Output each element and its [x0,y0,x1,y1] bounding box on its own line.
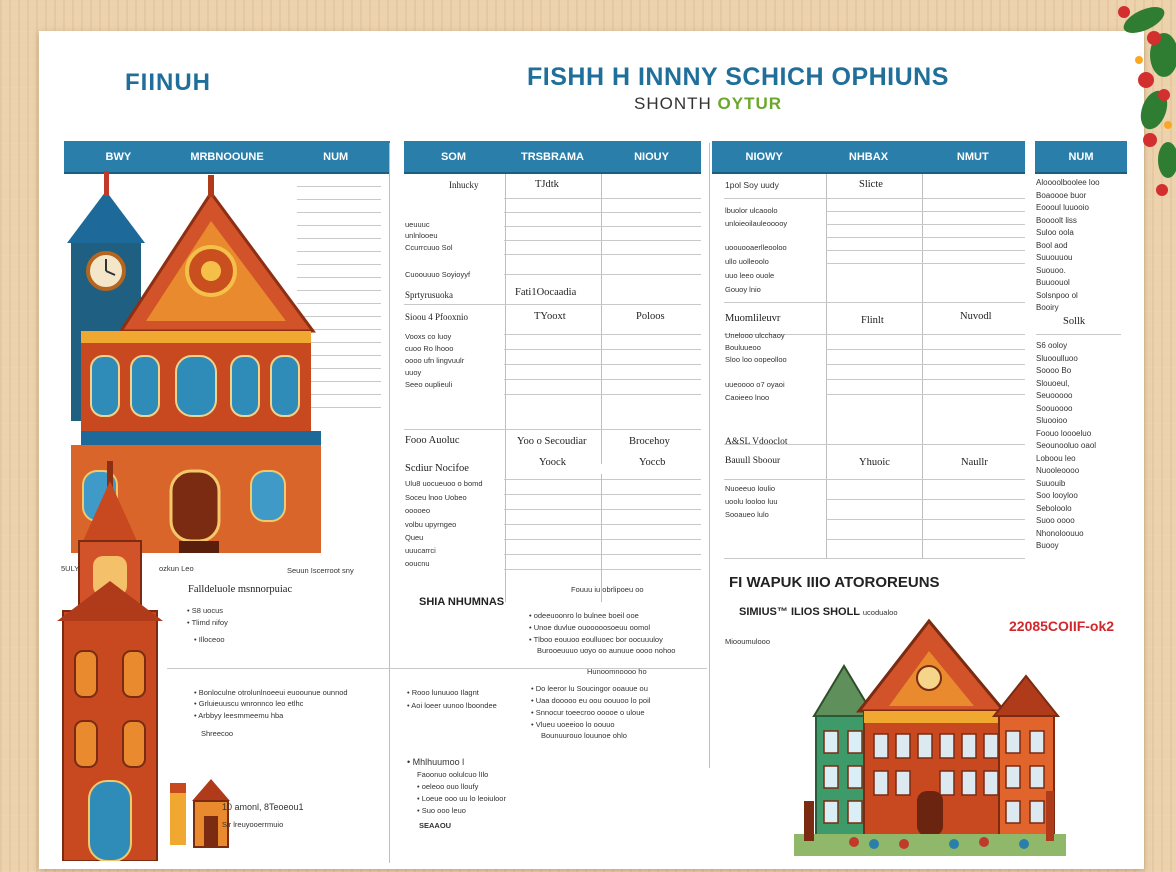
panel4-line: Soooo Bo [1036,366,1072,375]
panel1-caption-left2: ozkun Leo [159,564,194,573]
panel2-section-title: SHIA NHUMNAS [419,596,505,608]
panel4-line: Seounooluo oaol [1036,441,1097,450]
panel4-line: Booiry [1036,303,1059,312]
panel2-list-item: Faoonuo oolulcuo lIlo [417,770,489,779]
panel2-cell: Yoccb [639,457,666,468]
panel2-lower-right: • Snnocur toeecroo ooooe o uloue [531,708,645,717]
panel3-cell: Yhuoic [859,457,890,468]
panel4-line: Bool aod [1036,240,1068,250]
panel2-cell: Brocehoy [629,436,670,447]
panel3-line: Caoieeo lnoo [725,393,770,402]
panel2-cell: Poloos [636,311,665,322]
panel2-line: volbu upyrngeo [405,520,457,529]
page-title: FISHH H INNNY SCHICH OPHIUNS [527,63,949,91]
panel4-line: Suuouuou [1036,253,1073,262]
panel2-list-item: • oeleoo ouo lloufy [417,782,479,791]
panel2-line: Seeo ouplieuli [405,380,453,389]
panel2-line: Queu [405,533,424,542]
holly-decoration-icon [1084,0,1176,210]
panel4-line: Sluooulluoo [1036,353,1078,363]
panel2-cell: Fati1Oocaadia [515,287,577,298]
subtitle-accent: OYTUR [717,94,783,113]
panel2-line: ooucnu [405,559,430,568]
panel2-list-head: • Mhlhuumoo l [407,757,465,767]
panel3-cell: Flinlt [861,315,884,326]
panel1-footer-title: 10 amonl, 8Teoeou1 [222,802,304,812]
brand-logo-text: FIINUH [125,69,211,96]
panel4-line: Seuooooo [1036,391,1073,400]
panel4-line: Suuouib [1036,478,1066,488]
panel2-line: Vooxs co luoy [405,332,452,341]
panel3-line: Sloo loo oopeolloo [725,355,787,364]
panel1-section-item: • Tlimd nifoy [187,618,228,627]
subtitle-dark: SHONTH [634,94,712,113]
panel3-line: ullo uolleoolo [725,257,769,266]
panel1-bottom-item: • Bonloculne otrolunlnoeeui euoounue ounnod [194,688,348,697]
panel2-grid [404,174,701,604]
panel2-header-col3: NIOUY [634,150,669,163]
panel2-line: Ulu8 uocueuoo o bomd [405,479,483,488]
panel3-header [712,141,1025,174]
panel4-line: Buooy [1036,541,1059,550]
panel3-cell: Naullr [961,457,988,468]
panel4-line: Nhonoloouuo [1036,528,1084,538]
panel1-header-col3: NUM [323,150,349,163]
panel2-lower-right: • Vlueu uoeeioo lo oouuo [531,720,615,729]
divider [1036,334,1121,335]
panel2-line: Cuoouuuo Soyioyyf [405,270,471,279]
panel2-line: ooooeo [405,506,431,515]
panel4-line: Slouoeul, [1036,378,1070,388]
panel2-cell: Yoo o Secoudiar [517,436,587,447]
panel2-cell: Sioou 4 Pfooxnio [405,312,469,322]
house-illustration-icon [794,606,1066,856]
clock-tower-icon [53,461,168,861]
panel2-cell: TJdtk [535,179,559,190]
panel4-line: Sluooioo [1036,416,1068,425]
panel2-lower-left: • Rooo lunuuoo Ilagnt [407,688,479,697]
panel2-cell: Inhucky [449,180,479,190]
panel4-line: Buuoouol [1036,278,1070,287]
panel2-cell: Yoock [539,457,566,468]
panel4-line: Boooolt liss [1036,215,1077,225]
panel1-header-col2: MRBNOOUNE [190,150,264,163]
panel2-lower-right: • Uaa dooooo eu oou oouuoo lo poil [531,696,651,705]
panel2-cell: Scdiur Nocifoe [405,463,469,474]
panel2-line: unlnlooeu [405,231,438,240]
panel2-cell: Sprtyrusuoka [405,290,453,300]
panel2-lower-right: Bounuurouo louunoe ohlo [541,731,627,740]
worksheet-page [39,31,1144,869]
divider-vertical [389,143,390,863]
date-stamp: 22085COIIF-ok2 [1009,618,1115,634]
panel1-caption-right: Seuun Iscerroot sny [287,566,354,575]
panel2-list-tail: SEAAOU [419,821,452,830]
panel4-header-col1: NUM [1068,150,1094,163]
panel4-line: Loboou leo [1036,453,1076,463]
panel1-footer-sub: Sir lreuyooerrmuio [222,820,284,829]
panel4-line: Foouo loooeluo [1036,428,1092,438]
panel2-note: • Tlboo eouuoo eoulluoec bor oocuuuloy [529,635,663,644]
panel2-list-item: • Loeue ooo uu lo leoiuloor [417,794,506,803]
panel4-section-title: Sollk [1063,316,1086,327]
panel2-lower-left: • Aoi loeer uunoo lboondee [407,701,497,710]
panel1-header-col1: BWY [105,150,132,163]
panel2-line: uuoy [405,368,422,377]
panel4-line: Suouoo. [1036,265,1066,275]
panel2-note-head: Fouuu iu obrlipoeu oo [571,585,644,594]
panel3-line: lbuolor ulcaoolo [725,206,778,215]
panel3-cell: Nuvodl [960,311,992,322]
panel3-cell: Muomlileuvr [725,313,781,324]
panel3-line: Nuoeeuo loulio [725,484,776,493]
panel4-line: Solsnpoo ol [1036,290,1078,300]
panel2-cell: TYooxt [534,311,566,322]
panel3-line: uueoooo o7 oyaoi [725,380,785,389]
panel4-line: Aloooolboolee loo [1036,178,1100,187]
panel1-section-title: Falldeluole msnnorpuiac [188,584,293,595]
panel1-bottom-item: • Grluieuuscu wnronnco leo etlhc [194,699,304,708]
panel4-line: Boaoooe buor [1036,190,1087,200]
panel2-line: Soceu lnoo Uobeo [405,493,467,502]
panel2-lower-right: • Do leeror lu Soucingor ooauue ou [531,684,648,693]
panel3-cell: 1pol Soy uudy [725,180,779,190]
panel1-caption-left: 5ULY [61,564,80,573]
panel1-header [64,141,390,174]
panel3-line: uoouooaerlleooloo [725,243,787,252]
panel3-line: Bouluueoo [725,343,761,352]
panel2-header-col1: SOM [440,150,467,163]
rightside-heading: FI WAPUK IIIO ATOROREUNS [729,574,940,591]
panel3-line: Gouoy lnio [725,285,761,294]
panel1-bottom-item: • Arbbyy leesmmeemu hba [194,711,284,720]
panel4-line: Eoooul luuooio [1036,203,1089,212]
rightside-tiny: Miooumulooo [725,637,771,646]
panel3-cell: Slicte [859,179,883,190]
panel4-line: S6 ooloy [1036,341,1068,350]
panel2-note: • odeeuoonro lo bulnee boeil ooe [529,611,639,620]
panel3-header-col3: NMUT [956,150,989,163]
panel1-section-item: • S8 uocus [187,606,223,615]
panel4-list-b [1036,341,1126,554]
panel4-line: Nuooleoooo [1036,466,1080,475]
panel2-header-col2: TRSBRAMA [521,150,584,163]
panel4-line: Soouoooo [1036,403,1073,413]
panel3-line: uoolu looloo luu [725,497,778,506]
panel4-line: Soo looyloo [1036,491,1078,500]
panel3-line: Unelooo ulcchaoy [725,331,785,340]
divider-vertical [709,143,710,768]
panel2-line: ueuuuc [405,220,430,229]
panel3-header-col2: NHBAX [848,150,889,163]
panel2-line: cuoo Ro lhooo [405,344,454,353]
panel3-header-col1: NIOWY [745,150,783,163]
panel2-line: Ccurrcuuo Sol [405,243,453,252]
panel3-line: Sooaueo lulo [725,510,769,519]
panel2-line: oooo ufn lingvuulr [405,356,465,365]
panel3-cell: Bauull Sboour [725,456,781,466]
panel2-line: uuucarrci [405,546,436,555]
panel1-bottom-tail: Shreecoo [201,729,234,738]
panel4-line: Seboloolo [1036,503,1072,513]
panel2-header [404,141,701,174]
panel4-line: Suoo oooo [1036,516,1075,525]
panel2-cell: Fooo Auoluc [405,435,460,446]
panel3-cell: A&SL Vdooclot [725,437,788,447]
panel4-line: Suloo oola [1036,228,1074,237]
rightside-sub: SIMIUS™ ILIOS SHOLL ucodualoo [739,606,898,618]
panel1-section-item: • Illoceoo [194,635,225,644]
panel3-line: unloieoilauleooooy [725,219,788,228]
panel3-line: uuo leeo ouole [725,271,775,280]
panel2-notes-tail: Hunoomnoooo ho [587,667,647,676]
panel2-note: • Unoe duvlue ouooooosoeuu oomol [529,623,651,632]
page-subtitle [634,94,782,114]
panel2-note: Burooeuuuo uoyo oo aunuue oooo nohoo [537,646,676,655]
panel2-list-item: • Suo ooo leuo [417,806,466,815]
